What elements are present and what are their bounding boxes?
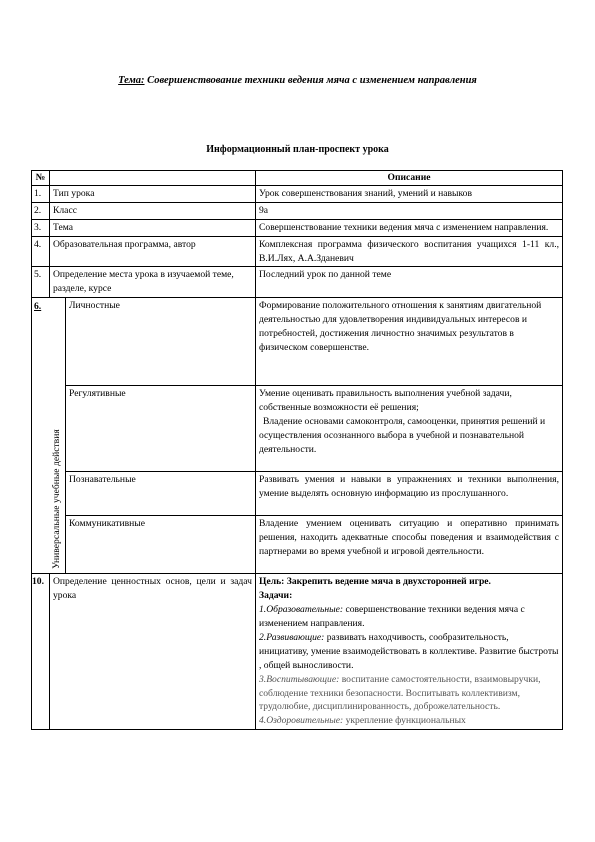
uud-row-communicative: [32, 516, 563, 574]
task-developing: [259, 631, 559, 673]
task-upbringing: [259, 673, 559, 715]
uud-name: Познавательные: [66, 472, 256, 516]
row-name: Образовательная программа, автор: [50, 236, 256, 267]
uud-number: 6.: [34, 301, 42, 313]
uud-name: Коммуникативные: [66, 516, 256, 574]
uud-name: Регулятивные: [66, 386, 256, 472]
table-row: [32, 267, 563, 298]
row-name: Тип урока: [50, 185, 256, 202]
row-name: Определение места урока в изучаемой теме, разделе, курсе: [50, 267, 256, 298]
row-number: 3.: [32, 219, 50, 236]
uud-description-part: Владение основами самоконтроля, самооценки, принятия решений и осуществления осознанного выбора в учебной и познавательной деятельности.: [259, 416, 546, 455]
uud-name: Личностные: [66, 298, 256, 386]
uud-description: Развивать умения и навыки в упражнениях и техники выполнения, умение выделять основную информацию из прослушанного.: [256, 472, 563, 516]
uud-description: Владение умением оценивать ситуацию и оперативно принимать решения, находить адекватные способы поведения и взаимодействия с партнерами во время учебной и игровой деятельности.: [256, 516, 563, 574]
goals-row: [32, 574, 563, 730]
task-developing-text: развивать находчивость, сообразительность, инициативу, умение взаимодействовать в коллективе. Развитие быстроты , общей выносливости.: [259, 631, 559, 671]
table-row: [32, 202, 563, 219]
task-educational: [259, 603, 559, 631]
header-number: №: [32, 171, 50, 186]
task-health: [259, 714, 559, 728]
task-educational-label: 1.Образовательные:: [259, 604, 344, 616]
plan-title: Информационный план-проспект урока: [206, 144, 389, 155]
task-upbringing-text: воспитание самостоятельности, взаимовыручки, соблюдение техники безопасности. Воспитывать коллективизм, трудолюбие, дисциплинированность, доброжелательность.: [259, 673, 541, 713]
goals-description: [256, 574, 563, 730]
task-health-label: 4.Оздоровительные:: [259, 715, 344, 727]
table-row: [32, 236, 563, 267]
row-description: Комплексная программа физического воспитания учащихся 1-11 кл., В.И.Лях, А.А.Зданевич: [256, 236, 563, 267]
topic-label: Тема:: [118, 75, 145, 86]
topic-text: Совершенствование техники ведения мяча с изменением направления: [147, 75, 477, 86]
uud-row-regulatory: [32, 386, 563, 472]
row-number: 1.: [32, 185, 50, 202]
goals-number: 10.: [32, 574, 50, 730]
task-developing-label: 2.Развивающие:: [259, 631, 325, 643]
goal-text: Цель: Закрепить ведение мяча в двухсторонней игре.: [259, 576, 491, 588]
task-educational-text: совершенствование техники ведения мяча с изменением направления.: [259, 604, 525, 629]
uud-description: Формирование положительного отношения к занятиям двигательной деятельностью для удовлетворения индивидуальных интересов и потребностей, достижения личностно значимых результатов в физическом совершенстве.: [256, 298, 563, 386]
row-description: Последний урок по данной теме: [256, 267, 563, 298]
header-description: Описание: [256, 171, 563, 186]
row-name: Тема: [50, 219, 256, 236]
tasks-label: Задачи:: [259, 590, 293, 602]
row-description: Урок совершенствования знаний, умений и навыков: [256, 185, 563, 202]
task-upbringing-label: 3.Воспитывающие:: [259, 673, 340, 685]
header-name: [50, 171, 256, 186]
uud-group-cell: 6. Универсальные учебные действия: [32, 298, 66, 574]
table-header-row: [32, 171, 563, 186]
uud-row-cognitive: [32, 472, 563, 516]
task-health-text: укрепление функциональных: [345, 715, 466, 727]
row-number: 4.: [32, 236, 50, 267]
table-row: [32, 219, 563, 236]
row-description: Совершенствование техники ведения мяча с изменением направления.: [256, 219, 563, 236]
table-row: [32, 185, 563, 202]
uud-description-part: Умение оценивать правильность выполнения учебной задачи, собственные возможности её решения;: [259, 388, 512, 414]
row-number: 5.: [32, 267, 50, 298]
uud-row-personal: [32, 298, 563, 386]
uud-description: [256, 386, 563, 472]
lesson-plan-table: [31, 170, 563, 730]
goals-name: Определение ценностных основ, цели и задач урока: [50, 574, 256, 730]
topic-heading: [0, 75, 595, 86]
row-number: 2.: [32, 202, 50, 219]
row-description: 9а: [256, 202, 563, 219]
row-name: Класс: [50, 202, 256, 219]
